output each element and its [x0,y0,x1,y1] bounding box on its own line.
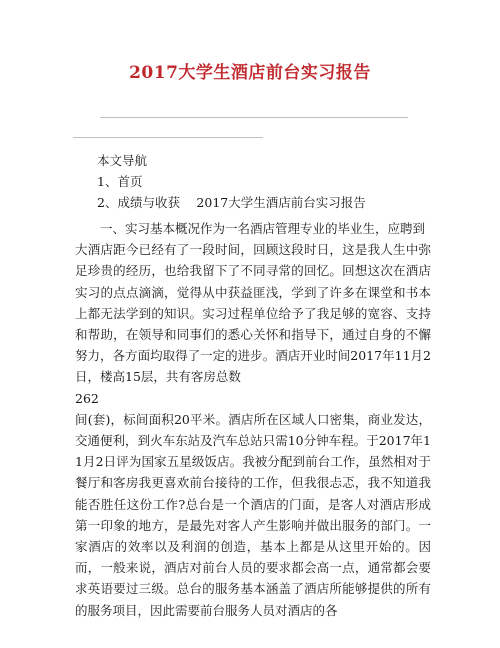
report-body [75,218,431,621]
title-divider [100,117,408,118]
body-paragraph-continued: 间(套)，标间面积20平米。酒店所在区域人口密集，商业发达，交通便利，到火车东站及汽车总站只需10分钟车程。于2017年11月2日评为国家五星级饭店。我被分配到前台工作，虽然相对于餐厅和客房我更喜欢前台接待的工作，但我很忐忑，我不知道我能否胜任这份工作?总台是一个酒店的门面，是客人对酒店形成第一印象的地方，是最先对客人产生影响并做出服务的部门。一家酒店的效率以及利润的创造，基本上都是从这里开始的。因而，一般来说，酒店对前台人员的要求都会高一点，通常都会要求英语要过三级。总台的服务基本涵盖了酒店所能够提供的所有的服务项目，因此需要前台服务人员对酒店的各 [75,411,431,618]
room-count: 262 [75,390,99,406]
nav-item-results[interactable] [97,192,427,213]
document-title: 2017大学生酒店前台实习报告 [129,63,371,83]
nav-item-number: 1、 [97,174,118,189]
article-navigation [97,150,427,213]
body-paragraph: 大酒店距今已经有了一段时间，回顾这段时日，这是我人生中弥足珍贵的经历，也给我留下了不同寻常的回忆。回想这次在酒店实习的点点滴滴，觉得从中获益匪浅，学到了许多在课堂和书本上都无法学到的知识。实习过程单位给予了我足够的宽容、支持和帮助，在领导和同事们的悉心关怀和指导下，通过自身的不懈努力，各方面均取得了一定的进步。酒店开业时间2017年11月2日，楼高15层，共有客房总数 [75,242,431,385]
nav-item-label[interactable]: 成绩与收获 2017大学生酒店前台实习报告 [117,195,366,210]
nav-heading: 本文导航 [97,153,148,168]
nav-divider [73,137,263,138]
nav-item-number: 2、 [97,195,118,210]
section-intro: 一、实习基本概况作为一名酒店管理专业的毕业生，应聘到 [100,221,426,236]
nav-item-home[interactable] [97,171,427,192]
nav-item-label[interactable]: 首页 [117,174,143,189]
